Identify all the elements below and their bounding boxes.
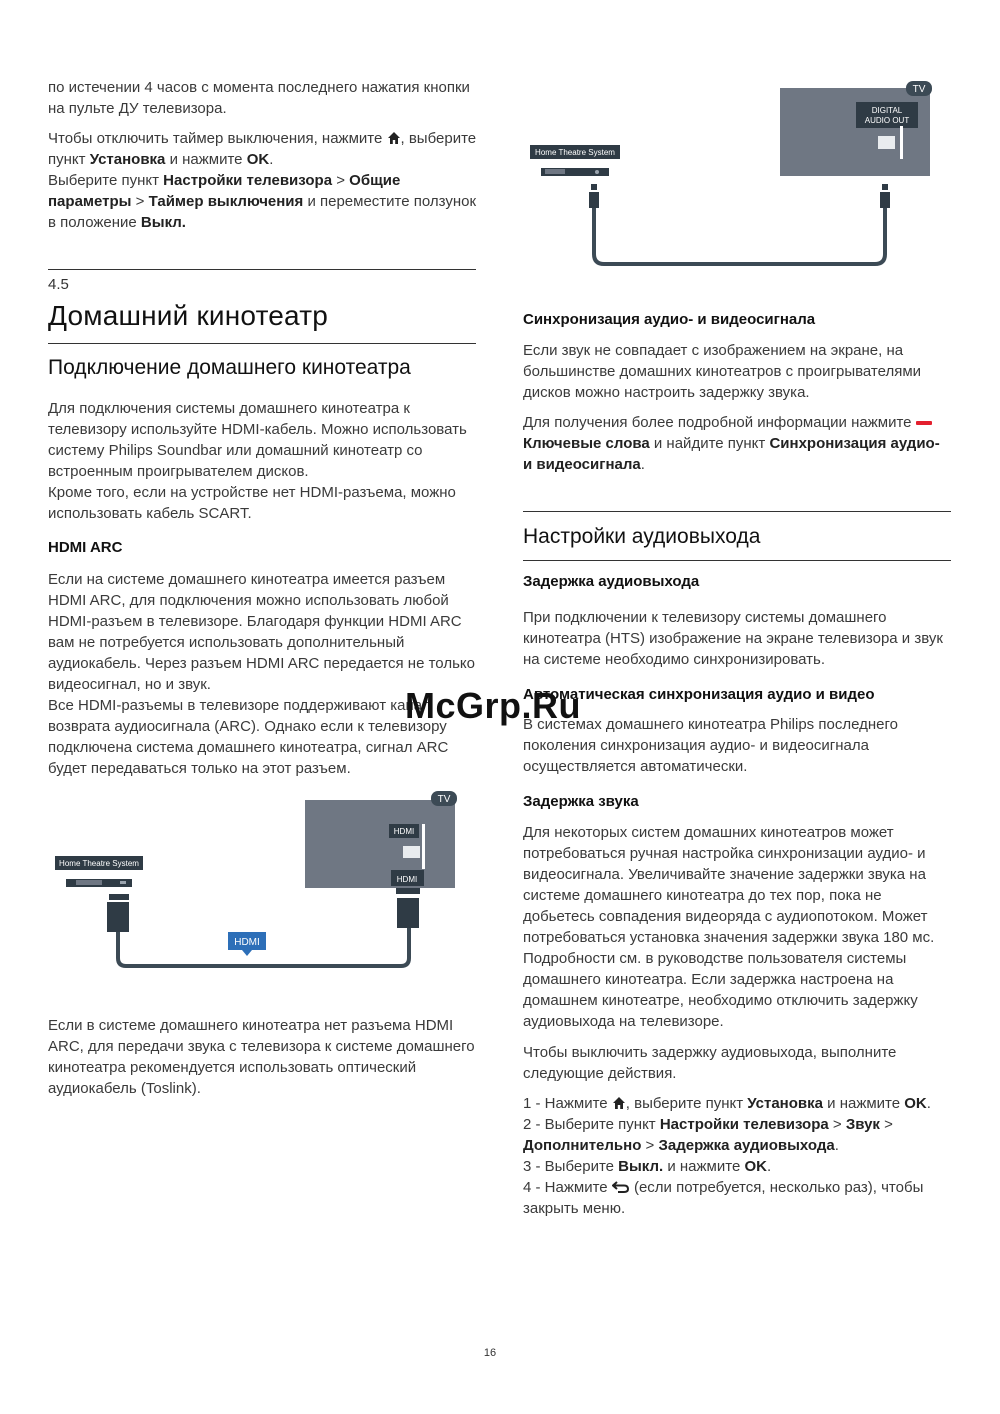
optical-port (878, 136, 895, 149)
hdmi-arc-paragraph: Если на системе домашнего кинотеатра имеется разъем HDMI ARC, для подключения можно использовать любой HDMI-разъем в телевизоре. Благодаря функции HDMI ARC вам не потребуется использовать дополнительный аудиокабель. Через разъем HDMI ARC передается не только видеосигнал, но и звук. Все HDMI-разъемы в телевизоре поддерживают канал возврата аудиосигнала (ARC). Однако если к телевизору подключена система домашнего кинотеатра, сигнал ARC будет передаваться только на этот разъем. (48, 571, 475, 777)
home-theatre-device (55, 856, 143, 887)
home-icon (612, 1096, 626, 1110)
keywords-info-paragraph: Для получения более подробной информации нажмите Ключевые слова и найдите пункт Синхронизация аудио- и видеосигнала. (523, 414, 940, 473)
svg-text:HDMI: HDMI (396, 875, 418, 884)
audio-out-divider-top (523, 511, 951, 512)
tv-edge-line (422, 824, 425, 869)
svg-text:HDMI: HDMI (234, 937, 260, 948)
step-3: 3 - Выберите Выкл. и нажмите OK. (523, 1158, 772, 1175)
intro-paragraph-1: по истечении 4 часов с момента последнего нажатия кнопки на пульте ДУ телевизора. (48, 79, 470, 117)
hdmi-plug-device (107, 894, 129, 932)
svg-text:TV: TV (912, 84, 926, 95)
step-2: 2 - Выберите пункт Настройки телевизора > Звук > Дополнительно > Задержка аудиовыхода. (523, 1116, 893, 1154)
red-key-icon (916, 421, 932, 425)
watermark: McGrp.Ru (405, 685, 582, 726)
delay-heading: Задержка аудиовыхода (523, 573, 700, 590)
section-divider (48, 269, 476, 270)
tv-edge-line (900, 126, 903, 159)
svg-text:Home Theatre System: Home Theatre System (535, 148, 615, 157)
hdmi-arc-heading: HDMI ARC (48, 539, 123, 556)
steps-list (523, 1093, 953, 1219)
step-4: 4 - Нажмите (если потребуется, несколько раз), чтобы закрыть меню. (523, 1179, 924, 1217)
steps-intro-paragraph: Чтобы выключить задержку аудиовыхода, выполните следующие действия. (523, 1044, 897, 1082)
svg-text:DIGITAL: DIGITAL (871, 106, 903, 115)
title-divider (48, 343, 476, 344)
section-title: Домашний кинотеатр (48, 300, 329, 331)
audio-out-divider-bottom (523, 560, 951, 561)
hdmi-port (403, 846, 420, 858)
hdmi-plug-tv (391, 870, 424, 928)
tv-body (305, 800, 455, 888)
optical-plug-device (589, 184, 599, 208)
hdmi-port-label (389, 824, 419, 838)
sync-heading: Синхронизация аудио- и видеосигнала (523, 311, 816, 328)
auto-sync-paragraph: В системах домашнего кинотеатра Philips последнего поколения синхронизация аудио- и видеосигнала осуществляется автоматически. (523, 716, 898, 775)
hdmi-cable-tag (228, 932, 266, 956)
home-icon (387, 131, 401, 145)
tv-body (780, 88, 930, 176)
connect-paragraph: Для подключения системы домашнего кинотеатра к телевизору используйте HDMI-кабель. Можно использовать систему Philips Soundbar или домашний кинотеатр со встроенным проигрывателем дисков. Кроме того, если на устройстве нет HDMI-разъема, можно использовать кабель SCART. (48, 400, 467, 522)
tv-badge (431, 791, 457, 806)
intro-paragraph-2: Чтобы отключить таймер выключения, нажмите , выберите пункт Установка и нажмите OK. Выберите пункт Настройки телевизора > Общие параметры > Таймер выключения и переместите ползунок в положение Выкл. (48, 130, 477, 231)
step-1: 1 - Нажмите , выберите пункт Установка и нажмите OK. (523, 1095, 931, 1112)
optical-plug-tv (880, 184, 890, 208)
digital-audio-out-label (856, 102, 918, 128)
svg-text:AUDIO OUT: AUDIO OUT (864, 116, 910, 125)
optical-cable (594, 208, 885, 264)
svg-text:TV: TV (437, 794, 451, 805)
auto-sync-heading: Автоматическая синхронизация аудио и видео (523, 686, 875, 703)
optical-connection-diagram (523, 76, 953, 276)
tv-badge (906, 81, 932, 96)
hdmi-connection-diagram (48, 788, 478, 988)
svg-text:HDMI: HDMI (393, 827, 415, 836)
sound-delay-paragraph: Для некоторых систем домашних кинотеатров может потребоваться ручная настройка синхронизации аудио- и видеосигнала. Увеличивайте значение задержки звука на системе домашнего кинотеатра до тех пор, пока не добьетесь совпадения видеоряда с аудиопотоком. Может потребоваться установка значения задержки звука 180 мс. Подробности см. в руководстве пользователя системы домашнего кинотеатра. Если задержка настроена на домашнем кинотеатре, необходимо отключить задержку аудиовыхода на телевизоре. (523, 824, 935, 1030)
audio-out-title: Настройки аудиовыхода (523, 525, 761, 548)
home-theatre-device (530, 145, 620, 176)
sync-paragraph: Если звук не совпадает с изображением на экране, на большинстве домашних кинотеатров с проигрывателями дисков можно настроить задержку звука. (523, 342, 922, 401)
delay-paragraph: При подключении к телевизору системы домашнего кинотеатра (HTS) изображение на экране телевизора и звук на системе необходимо синхронизировать. (523, 609, 943, 668)
page-number: 16 (483, 1347, 497, 1359)
back-icon (612, 1180, 630, 1194)
sound-delay-heading: Задержка звука (523, 793, 639, 810)
svg-text:Home Theatre System: Home Theatre System (59, 859, 139, 868)
subsection-title: Подключение домашнего кинотеатра (48, 356, 411, 379)
section-number: 4.5 (48, 276, 69, 293)
toslink-paragraph: Если в системе домашнего кинотеатра нет разъема HDMI ARC, для передачи звука с телевизора к системе домашнего кинотеатра рекомендуется использовать оптический аудиокабель (Toslink). (48, 1017, 475, 1097)
